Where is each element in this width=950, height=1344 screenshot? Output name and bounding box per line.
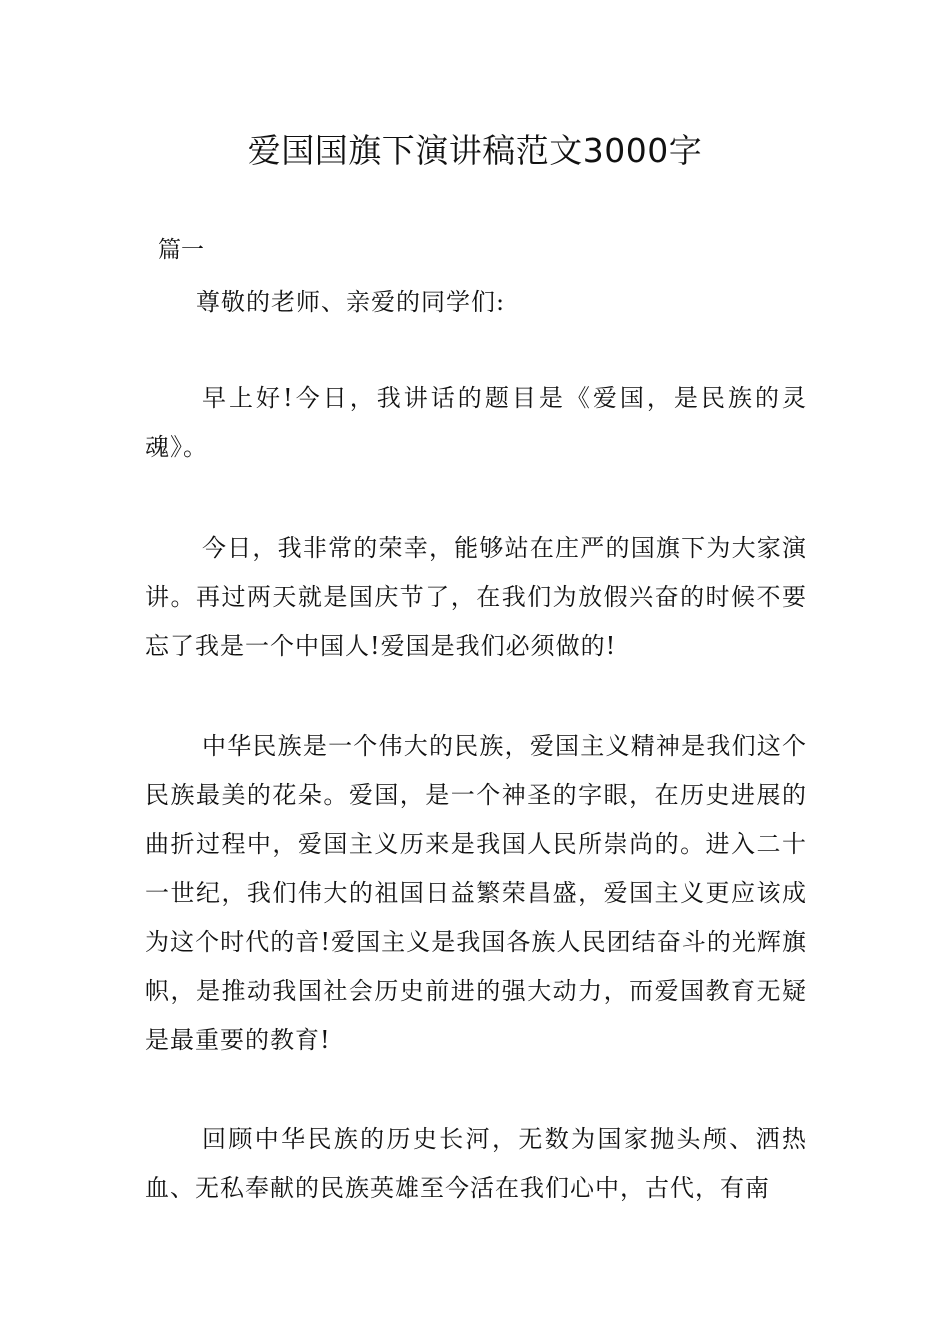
paragraph-1: 早上好!今日，我讲话的题目是《爱国，是民族的灵魂》。 [145, 384, 807, 461]
document-title: 爱国国旗下演讲稿范文3000字 [247, 131, 703, 170]
section-label: 篇一 [158, 237, 204, 263]
paragraph-3: 中华民族是一个伟大的民族，爱国主义精神是我们这个民族最美的花朵。爱国，是一个神圣的字眼，在历史进展的曲折过程中，爱国主义历来是我国人民所崇尚的。进入二十一世纪，我们伟大的祖国日益繁荣昌盛，爱国主义更应该成为这个时代的音!爱国主义是我国各族人民团结奋斗的光辉旗帜，是推动我国社会历史前进的强大动力，而爱国教育无疑是最重要的教育! [145, 732, 807, 1054]
paragraph-2: 今日，我非常的荣幸，能够站在庄严的国旗下为大家演讲。再过两天就是国庆节了，在我们为放假兴奋的时候不要忘了我是一个中国人!爱国是我们必须做的! [145, 534, 807, 660]
paragraph-4: 回顾中华民族的历史长河，无数为国家抛头颅、洒热血、无私奉献的民族英雄至今活在我们心中，古代，有南 [145, 1125, 807, 1202]
salutation: 尊敬的老师、亲爱的同学们: [196, 288, 506, 316]
